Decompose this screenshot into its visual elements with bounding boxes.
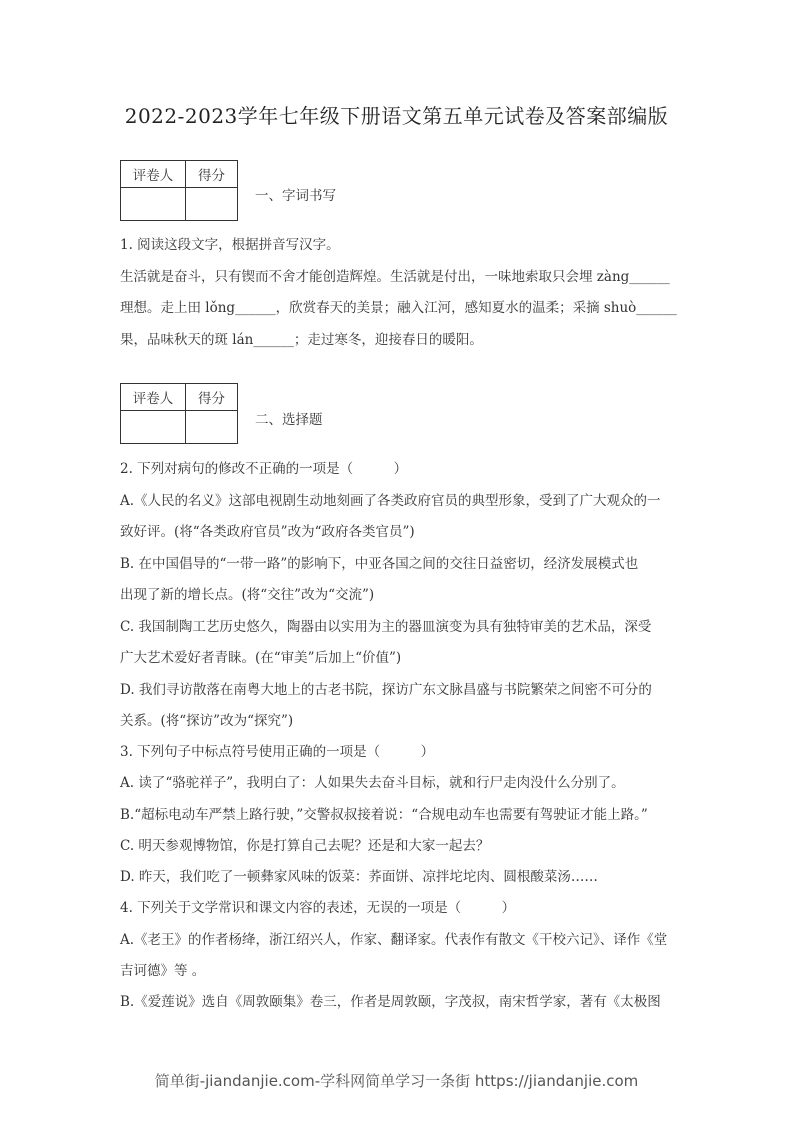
question-3-option-b: B.“超标电动车严禁上路行驶，”交警叔叔接着说：“合规电动车也需要有驾驶证才能上路。” xyxy=(120,807,648,823)
page-title: 2022-2023学年七年级下册语文第五单元试卷及答案部编版 xyxy=(124,104,669,128)
reviewer-cell[interactable] xyxy=(121,411,186,444)
reviewer-header: 评卷人 xyxy=(121,384,186,411)
question-2-option-b-line-1: B. 在中国倡导的“一带一路”的影响下，中亚各国之间的交往日益密切，经济发展模式也 xyxy=(120,556,639,572)
question-3-stem: 3. 下列句子中标点符号使用正确的一项是（ ） xyxy=(120,744,435,760)
section-heading-1: 一、字词书写 xyxy=(255,188,336,204)
score-cell[interactable] xyxy=(186,411,238,444)
score-header: 得分 xyxy=(186,161,238,188)
question-2-option-b-line-2: 出现了新的增长点。(将“交往”改为“交流”) xyxy=(120,587,375,603)
passage-line-3: 果，品味秋天的斑 lán______；走过寒冬，迎接春日的暖阳。 xyxy=(120,332,483,348)
question-2-stem: 2. 下列对病句的修改不正确的一项是（ ） xyxy=(120,461,408,477)
question-3-option-a: A. 读了“骆驼祥子”，我明白了：人如果失去奋斗目标，就和行尸走肉没什么分别了。 xyxy=(120,775,625,791)
question-3-option-d: D. 昨天，我们吃了一顿彝家风味的饭菜：荞面饼、凉拌坨坨肉、圆根酸菜汤…… xyxy=(120,869,598,885)
reviewer-header: 评卷人 xyxy=(121,161,186,188)
question-4-option-b-line-1: B.《爱莲说》选自《周敦颐集》卷三，作者是周敦颐，字茂叔，南宋哲学家，著有《太极图 xyxy=(120,994,661,1010)
passage-line-1: 生活就是奋斗，只有锲而不舍才能创造辉煌。生活就是付出，一味地索取只会埋 zàng______ xyxy=(120,269,670,285)
question-2-option-a-line-2: 致好评。(将“各类政府官员”改为“政府各类官员”) xyxy=(120,524,415,540)
question-2-option-c-line-1: C. 我国制陶工艺历史悠久，陶器由以实用为主的器皿演变为具有独特审美的艺术品，深受 xyxy=(120,619,652,635)
score-table-2 xyxy=(120,383,238,444)
question-4-option-a-line-2: 吉诃德》等 。 xyxy=(120,963,206,979)
site-footer: 简单街-jiandanjie.com-学科网简单学习一条街 https://jiandanjie.com xyxy=(154,1072,639,1090)
passage-line-2: 理想。走上田 lǒng______，欣赏春天的美景；融入江河，感知夏水的温柔；采摘 shuò______ xyxy=(120,300,677,316)
section-heading-2: 二、选择题 xyxy=(255,412,323,428)
reviewer-cell[interactable] xyxy=(121,188,186,221)
question-2-option-c-line-2: 广大艺术爱好者青睐。(在“审美”后加上“价值”) xyxy=(120,650,402,666)
question-2-option-d-line-1: D. 我们寻访散落在南粤大地上的古老书院，探访广东文脉昌盛与书院繁荣之间密不可分的 xyxy=(120,682,652,698)
score-table-1 xyxy=(120,160,238,221)
score-header: 得分 xyxy=(186,384,238,411)
question-2-option-a-line-1: A.《人民的名义》这部电视剧生动地刻画了各类政府官员的典型形象，受到了广大观众的一 xyxy=(120,493,661,509)
question-4-stem: 4. 下列关于文学常识和课文内容的表述，无误的一项是（ ） xyxy=(120,900,516,916)
question-3-option-c: C. 明天参观博物馆，你是打算自己去呢？还是和大家一起去？ xyxy=(120,838,490,854)
question-1-stem: 1. 阅读这段文字，根据拼音写汉字。 xyxy=(120,237,340,253)
score-cell[interactable] xyxy=(186,188,238,221)
question-4-option-a-line-1: A.《老王》的作者杨绛，浙江绍兴人，作家、翻译家。代表作有散文《干校六记》、译作《堂 xyxy=(120,932,668,948)
question-2-option-d-line-2: 关系。(将“探访”改为“探究”) xyxy=(120,713,294,729)
